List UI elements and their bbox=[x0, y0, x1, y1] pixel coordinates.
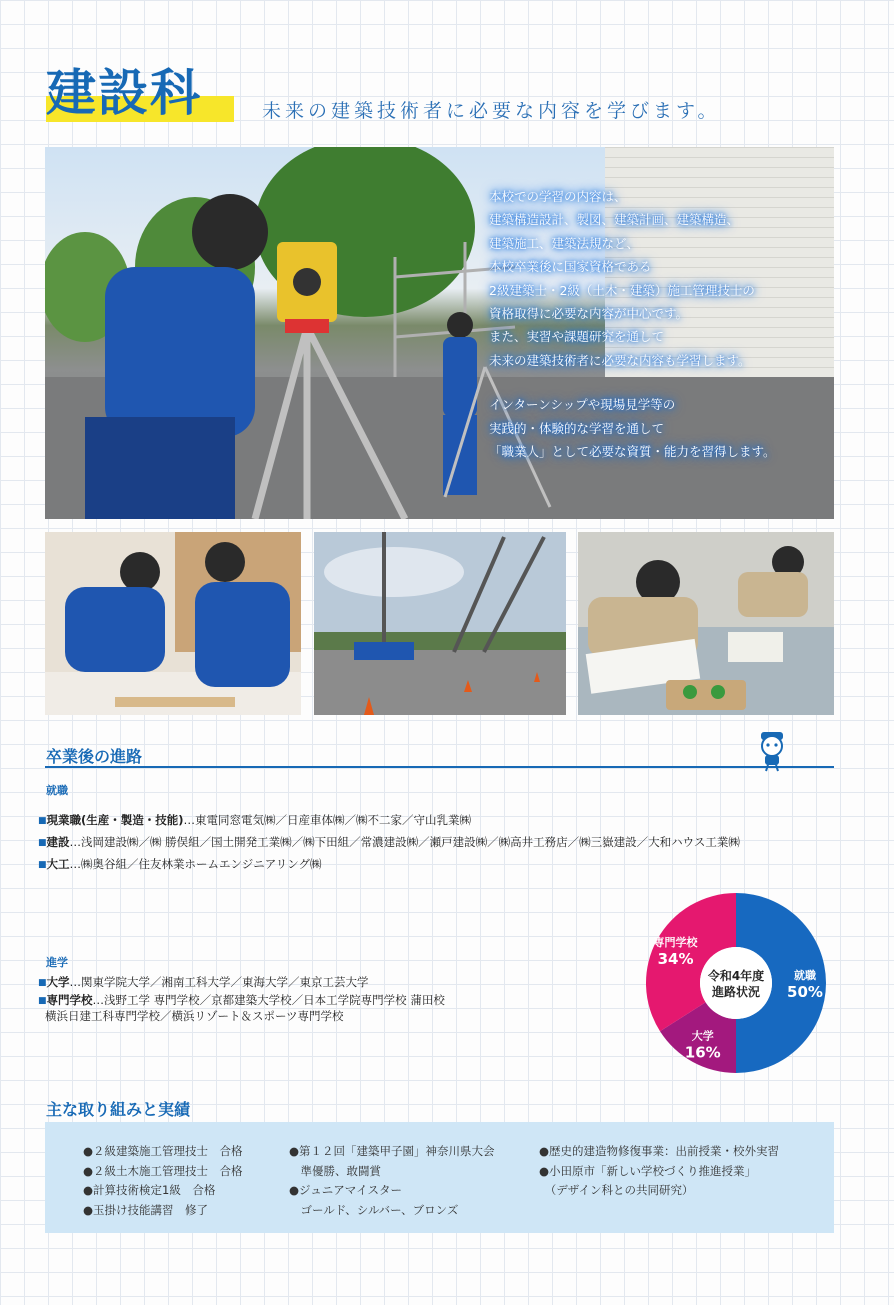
hero-line: 実践的・体験的な学習を通して bbox=[489, 420, 665, 436]
hero-line: 建築構造設計、製図、建築計画、建築構造、 bbox=[489, 212, 740, 228]
achievement-item: ゴールド、シルバー、ブロンズ bbox=[289, 1202, 459, 1217]
workshop-illustration bbox=[45, 532, 301, 715]
hero-line: インターンシップや現場見学等の bbox=[489, 397, 676, 413]
photo-cranes bbox=[314, 532, 566, 715]
hero-line: 本校での学習の内容は、 bbox=[489, 189, 627, 204]
achievements-column bbox=[289, 1142, 495, 1220]
career-rule bbox=[45, 766, 834, 768]
achievement-item: ●第１２回「建築甲子園」神奈川県大会 bbox=[289, 1144, 495, 1158]
achievement-item: ●歴史的建造物修復事業：出前授業・校外実習 bbox=[539, 1144, 780, 1158]
achievements-box bbox=[45, 1122, 834, 1233]
achievements-heading: 主な取り組みと実績 bbox=[46, 1100, 191, 1119]
bullet-square-icon: ■ bbox=[38, 838, 47, 848]
achievements-column bbox=[539, 1142, 779, 1201]
achievement-item: ●計算技術検定1級 合格 bbox=[83, 1183, 216, 1197]
mascot-icon bbox=[754, 728, 790, 776]
slice-category-label: 就職 bbox=[794, 969, 816, 982]
achievement-item: ●２級土木施工管理技士 合格 bbox=[83, 1163, 243, 1178]
further-category: 大学 bbox=[46, 975, 70, 989]
hero-line: 未来の建築技術者に必要な内容も学習します。 bbox=[489, 352, 751, 368]
hero-line: 本校卒業後に国家資格である bbox=[489, 259, 652, 275]
slice-value-label: 16% bbox=[684, 1043, 721, 1062]
employment-row bbox=[38, 834, 740, 850]
bullet-square-icon: ■ bbox=[38, 996, 47, 1006]
page-subtitle: 未来の建築技術者に必要な内容を学びます。 bbox=[262, 100, 721, 122]
hero-line: 2級建築士・2級（土木・建築）施工管理技士の bbox=[489, 282, 755, 298]
achievement-item: ●２級建築施工管理技士 合格 bbox=[83, 1144, 243, 1158]
cranes-illustration bbox=[314, 532, 566, 715]
achievement-item: （デザイン科との共同研究） bbox=[539, 1183, 694, 1197]
employment-label: 就職 bbox=[46, 784, 68, 797]
photo-workshop bbox=[45, 532, 301, 715]
achievement-item: ●小田原市「新しい学校づくり推進授業」 bbox=[539, 1163, 757, 1178]
page-title: 建設科 bbox=[46, 64, 202, 122]
hero-line: 「職業人」として必要な資質・能力を習得します。 bbox=[489, 444, 776, 460]
chart-title: 令和4年度 bbox=[707, 969, 765, 983]
bullet-square-icon: ■ bbox=[38, 816, 47, 826]
hero-line: 資格取得に必要な内容が中心です。 bbox=[489, 306, 689, 322]
career-status-chart bbox=[644, 891, 828, 1079]
slice-value-label: 50% bbox=[787, 983, 823, 1001]
photo-drafting-class bbox=[578, 532, 834, 715]
further-items: …関東学院大学／湘南工科大学／東海大学／東京工芸大学 bbox=[69, 975, 369, 989]
achievements-column bbox=[83, 1142, 243, 1220]
donut-svg bbox=[644, 891, 828, 1075]
employment-items: …東電同窓電気㈱／日産車体㈱／㈱不二家／守山乳業㈱ bbox=[183, 813, 472, 827]
hero-photo bbox=[45, 147, 834, 519]
slice-value-label: 34% bbox=[657, 949, 694, 968]
bullet-square-icon: ■ bbox=[38, 978, 47, 988]
employment-row bbox=[38, 856, 322, 872]
further-continuation: 横浜日建工科専門学校／横浜リゾート＆スポーツ専門学校 bbox=[45, 1009, 344, 1023]
employment-row bbox=[38, 812, 471, 828]
hero-line: また、実習や課題研究を通して bbox=[489, 329, 665, 345]
hero-description bbox=[489, 185, 829, 463]
further-education-label: 進学 bbox=[46, 956, 68, 969]
career-heading: 卒業後の進路 bbox=[46, 747, 143, 766]
achievement-item: ●玉掛け技能講習 修了 bbox=[83, 1202, 209, 1217]
further-row bbox=[38, 992, 445, 1008]
employment-category: 現業職(生産・製造・技能) bbox=[46, 813, 184, 827]
employment-items: …浅岡建設㈱／㈱ 勝俣組／国土開発工業㈱／㈱下田組／常濃建設㈱／瀬戸建設㈱／㈱高井工務店／㈱三嶽建設／大和ハウス工業㈱ bbox=[69, 835, 740, 849]
employment-category: 建設 bbox=[46, 835, 70, 849]
hero-line: 建築施工、建築法規など、 bbox=[489, 235, 640, 251]
title-block bbox=[46, 62, 202, 124]
slice-category-label: 大学 bbox=[691, 1029, 714, 1043]
achievement-item: 準優勝、敢闘賞 bbox=[289, 1163, 381, 1178]
donut-center bbox=[700, 947, 772, 1019]
chart-title: 進路状況 bbox=[711, 985, 761, 999]
bullet-square-icon: ■ bbox=[38, 860, 47, 870]
further-items: …浅野工学 専門学校／京都建築大学校／日本工学院専門学校 蒲田校 bbox=[92, 993, 445, 1007]
employment-category: 大工 bbox=[46, 857, 70, 871]
further-row bbox=[38, 974, 369, 990]
slice-category-label: 専門学校 bbox=[653, 935, 698, 949]
classroom-illustration bbox=[578, 532, 834, 715]
further-category: 専門学校 bbox=[46, 993, 93, 1007]
employment-items: …㈱奥谷組／住友林業ホームエンジニアリング㈱ bbox=[69, 857, 322, 871]
achievement-item: ●ジュニアマイスター bbox=[289, 1183, 402, 1197]
